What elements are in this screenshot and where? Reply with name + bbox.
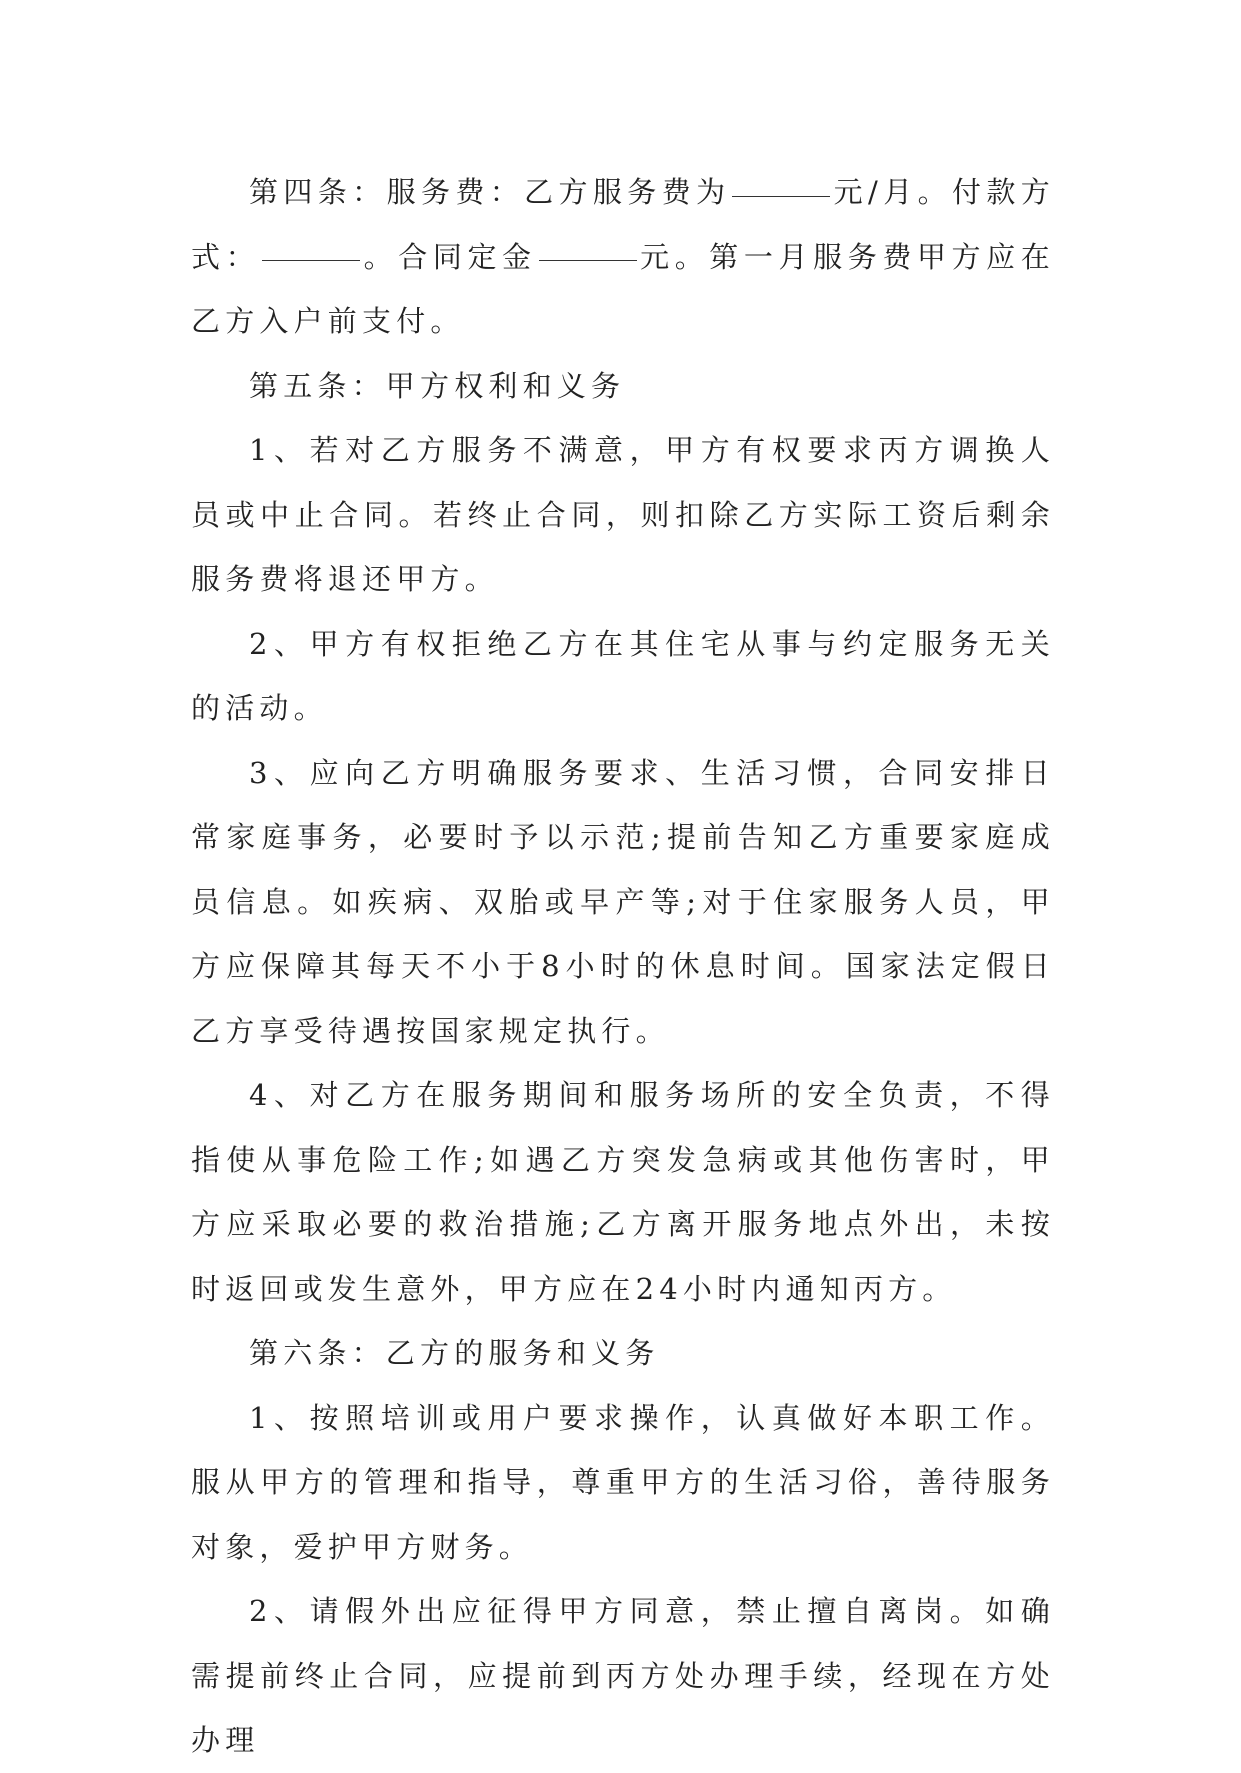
- fee-amount-blank: [732, 195, 830, 197]
- payment-method-blank: [262, 259, 360, 261]
- article-4-deposit-unit: 元。第一月服务费甲方应在乙方入户前支付。: [191, 239, 1055, 338]
- article-4-fee-unit: 元/月。付款方式：: [191, 175, 1055, 274]
- article-5-item-2: 2、甲方有权拒绝乙方在其住宅从事与约定服务无关的活动。: [191, 626, 1055, 725]
- document-page: [191, 160, 1055, 1773]
- article-5-heading: 第五条：甲方权利和义务: [249, 368, 626, 403]
- article-4-fee-label: 服务费：乙方服务费为: [386, 175, 731, 209]
- article-5-item-4: 4、对乙方在服务期间和服务场所的安全负责，不得指使从事危险工作;如遇乙方突发急病或其他伤害时，甲方应采取必要的救治措施;乙方离开服务地点外出，未按时返回或发生意外，甲方应在24小时内通知丙方。: [191, 1078, 1055, 1306]
- article-6-item-1: 1、按照培训或用户要求操作，认真做好本职工作。服从甲方的管理和指导，尊重甲方的生活习俗，善待服务对象，爱护甲方财务。: [191, 1400, 1055, 1564]
- article-4-paragraph: [191, 160, 1055, 354]
- article-5-item-3: 3、应向乙方明确服务要求、生活习惯，合同安排日常家庭事务，必要时予以示范;提前告知乙方重要家庭成员信息。如疾病、双胎或早产等;对于住家服务人员，甲方应保障其每天不小于8小时的休息时间。国家法定假日乙方享受待遇按国家规定执行。: [191, 755, 1055, 1048]
- deposit-amount-blank: [539, 259, 637, 261]
- article-6-item-2: 2、请假外出应征得甲方同意，禁止擅自离岗。如确需提前终止合同，应提前到丙方处办理手续，经现在方处办理: [191, 1594, 1055, 1757]
- article-6-heading: 第六条：乙方的服务和义务: [249, 1336, 660, 1370]
- article-4-title: 第四条：: [249, 175, 387, 209]
- article-4-deposit-label: 。合同定金: [363, 239, 537, 274]
- article-5-item-1: 1、若对乙方服务不满意，甲方有权要求丙方调换人员或中止合同。若终止合同，则扣除乙方实际工资后剩余服务费将退还甲方。: [191, 433, 1055, 596]
